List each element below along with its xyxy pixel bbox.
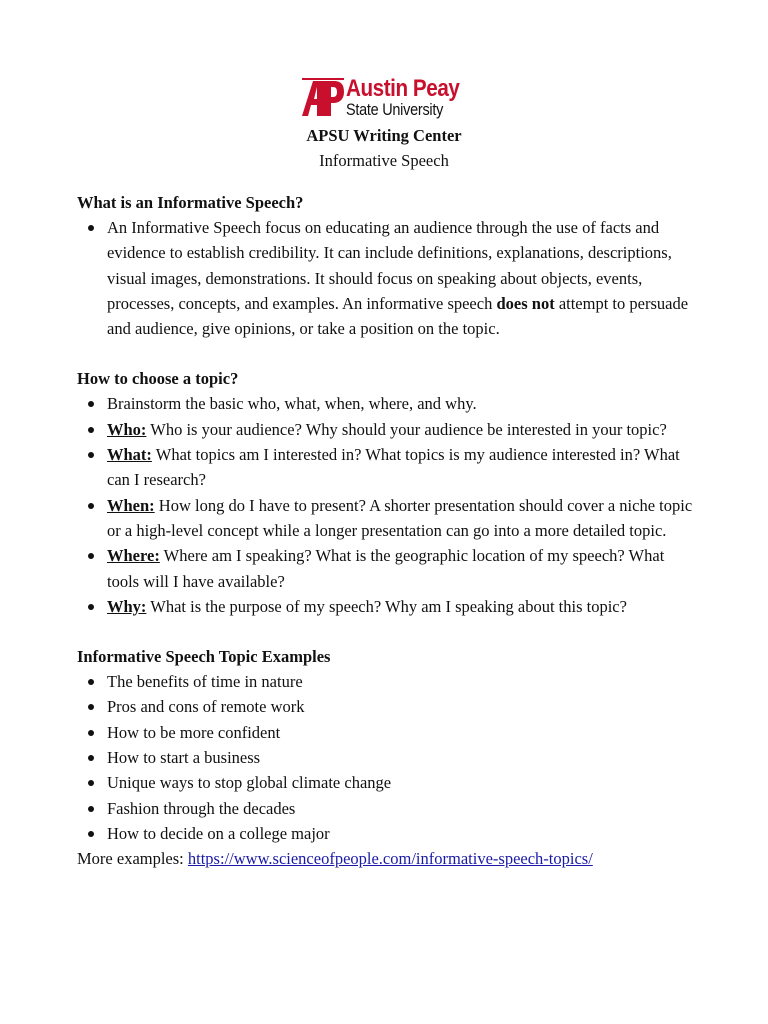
example-text: How to decide on a college major (107, 823, 330, 843)
what-para-bold: does not (496, 293, 555, 313)
list-item (77, 720, 697, 745)
more-examples-label: More examples: (77, 849, 188, 869)
bullet-icon (88, 831, 94, 837)
who-text: Who is your audience? Why should your audience be interested in your topic? (146, 419, 667, 439)
ap-monogram-icon (302, 78, 344, 118)
list-item-who (77, 417, 697, 442)
example-text: Pros and cons of remote work (107, 697, 305, 717)
who-label: Who: (107, 419, 147, 439)
list-item (77, 745, 697, 770)
page-subtitle: Informative Speech (319, 151, 449, 170)
list-item-why (77, 594, 697, 619)
list-item (77, 796, 697, 821)
what-para-after: attempt to persuade and audience, give opinions, or take a position on the topic. (107, 293, 689, 339)
bullet-icon (88, 730, 94, 736)
bullet-icon (88, 679, 94, 685)
bullet-icon (88, 806, 94, 812)
example-text: Unique ways to stop global climate change (107, 773, 392, 793)
list-item (77, 391, 697, 416)
what-list (77, 215, 697, 341)
bullet-icon (88, 427, 94, 433)
bullet-icon (88, 604, 94, 610)
list-item (77, 694, 697, 719)
what-text: What topics am I interested in? What topics is my audience interested in? What can I research? (107, 445, 680, 490)
bullet-icon (88, 553, 94, 559)
example-text: Fashion through the decades (107, 798, 296, 818)
list-item-what (77, 442, 697, 493)
bullet-icon (88, 225, 94, 231)
when-label: When: (107, 495, 155, 515)
bullet-icon (88, 401, 94, 407)
document-body (77, 190, 697, 871)
what-para-before: An Informative Speech focus on educating an audience through the use of facts and evidence to establish credibility. It can include definitions, explanations, descriptions, visual images, demonstrations. It should focus on speaking about objects, events, processes, concepts, and examples. An informative speech (107, 218, 672, 313)
list-item (77, 215, 697, 341)
list-item-where (77, 543, 697, 594)
example-text: How to start a business (107, 748, 261, 768)
where-label: Where: (107, 546, 160, 566)
list-item (77, 821, 697, 846)
example-text: How to be more confident (107, 722, 281, 742)
bullet-icon (88, 503, 94, 509)
section-heading-examples: Informative Speech Topic Examples (77, 647, 331, 667)
spacer (77, 341, 697, 366)
bullet-icon (88, 452, 94, 458)
why-label: Why: (107, 596, 147, 616)
logo-name-line1: Austin Peay (346, 75, 460, 102)
section-heading-what: What is an Informative Speech? (77, 193, 304, 212)
when-text: How long do I have to present? A shorter presentation should cover a niche topic or a high-level concept while a longer presentation can go into a more detailed topic. (107, 495, 693, 540)
example-text: The benefits of time in nature (107, 672, 303, 692)
bullet-icon (88, 755, 94, 761)
bullet-icon (88, 704, 94, 710)
where-text: Where am I speaking? What is the geographic location of my speech? What tools will I have available? (107, 546, 665, 591)
page-title: APSU Writing Center (306, 126, 462, 145)
list-item (77, 770, 697, 795)
choose-list (77, 391, 697, 619)
list-item-when (77, 493, 697, 544)
spacer (77, 619, 697, 644)
why-text: What is the purpose of my speech? Why am I speaking about this topic? (146, 596, 627, 616)
list-item (77, 669, 697, 694)
bullet-icon (88, 780, 94, 786)
what-label: What: (107, 445, 152, 465)
more-examples-line (77, 846, 697, 871)
apsu-logo (302, 75, 468, 122)
examples-list (77, 669, 697, 846)
logo-name-line2: State University (346, 100, 444, 119)
more-examples-link[interactable]: https://www.scienceofpeople.com/informative-speech-topics/ (187, 849, 593, 869)
section-heading-choose: How to choose a topic? (77, 369, 239, 389)
choose-intro: Brainstorm the basic who, what, when, where, and why. (107, 394, 477, 414)
